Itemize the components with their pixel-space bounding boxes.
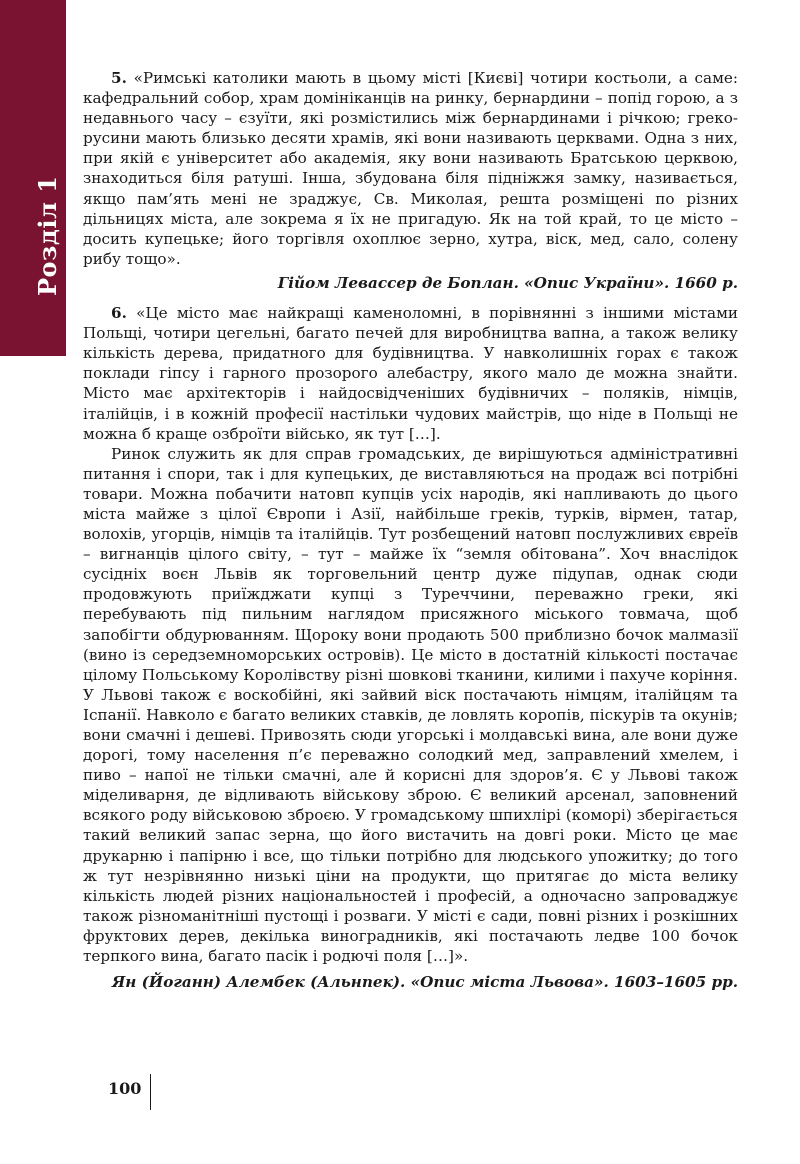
page-number-divider bbox=[150, 1074, 151, 1110]
page-content bbox=[83, 68, 738, 1002]
document-6-source: Ян (Йоганн) Алембек (Альнпек). «Опис міста Львова». 1603–1605 рр. bbox=[111, 973, 738, 992]
document-5-text: «Римські католики мають в цьому місті [Києві] чотири костьоли, а саме: кафедральний собор, храм домініканців на ринку, бернардини – попід горою, а з недавнього часу – єзуїти, які розмістились між бернардинами і річкою; греко-русини мають близько десяти храмів, які вони називають церквами. Одна з них, при якій є університет або академія, яку вони називають Братською церквою, знаходиться біля ратуші. Інша, збудована біля підніжжя замку, називається, якщо пам’ять мені не зраджує, Св. Миколая, решта розміщені по різних дільницях міста, але зокрема я їх не пригадую. Як на той край, то це місто – досить купецьке; його торгівля охоплює зерно, хутра, віск, мед, сало, солену рибу тощо». bbox=[83, 69, 738, 268]
chapter-side-tab bbox=[0, 0, 66, 356]
page-number: 100 bbox=[108, 1079, 142, 1098]
document-6-paragraph-2: Ринок служить як для справ громадських, де вирішуються адміністративні питання і спори, так і для купецьких, де виставляються на продаж всі потрібні товари. Можна побачити натовп купців усіх народів, які напливають до цього міста майже з цілої Європи і Азії, найбільше греків, турків, вірмен, татар, волохів, угорців, німців та італійців. Тут розбещений натовп послужливих євреїв – вигнанців цілого світу, – тут – майже їх “земля обітована”. Хоч внаслідок сусідніх воєн Львів як торговельний центр дуже підупав, однак сюди продовжують приїжджати купці з Туреччини, переважно греки, які перебувають під пильним наглядом присяжного міського товмача, щоб запобігти обдурюванням. Щороку вони продають 500 приблизно бочок малмазії (вино із середземноморських островів). Це місто в достатній кількості постачає цілому Польському Королівству різні шовкові тканини, килими і пахуче коріння. У Львові також є воскобійні, які зайвий віск постачають німцям, італійцям та Іспанії. Навколо є багато великих ставків, де ловлять коропів, піскурів та окунів; вони смачні і дешеві. Привозять сюди угорські і молдавські вина, але вони дуже дорогі, тому населення п’є переважно солодкий мед, заправлений хмелем, і пиво – напої не тільки смачні, але й корисні для здоров’я. Є у Львові також міделиварня, де відливають військову зброю. Є великий арсенал, заповнений всякого роду військовою зброєю. У громадському шпихлірі (коморі) зберігається такий великий запас зерна, що його вистачить на довгі роки. Місто це має друкарню і папірню і все, що тільки потрібно для людського упожитку; до того ж тут незрівнянно низькі ціни на продукти, що притягає до міста велику кількість людей різних національностей і професій, а одночасно запроваджує також різноманітніші пустощі і розваги. У місті є сади, повні різних і розкішних фруктових дерев, декілька виноградників, які постачають ледве 100 бочок терпкого вина, багато пасік і родючі поля […]». bbox=[83, 444, 739, 966]
document-5-number: 5. bbox=[111, 69, 127, 87]
document-5-paragraph bbox=[83, 68, 738, 269]
chapter-label: Розділ 1 bbox=[33, 175, 62, 296]
document-5-source: Гійом Левассер де Боплан. «Опис України». 1660 р. bbox=[277, 273, 738, 292]
document-6-text-1: «Це місто має найкращі каменоломні, в порівнянні з іншими містами Польщі, чотири цегельні, багато печей для виробництва вапна, а також велику кількість дерева, придатного для будівництва. У навколишніх горах є також поклади гіпсу і гарного прозорого алебастру, якого мало де можна знайти. Місто має архітекторів і найдосвідченіших будівничих – поляків, німців, італійців, і в кожній професії настільки чудових майстрів, що ніде в Польщі не можна б краще озброїти військо, як тут […]. bbox=[83, 304, 738, 443]
document-6-number: 6. bbox=[111, 304, 127, 323]
document-6-paragraph-1 bbox=[83, 303, 738, 444]
